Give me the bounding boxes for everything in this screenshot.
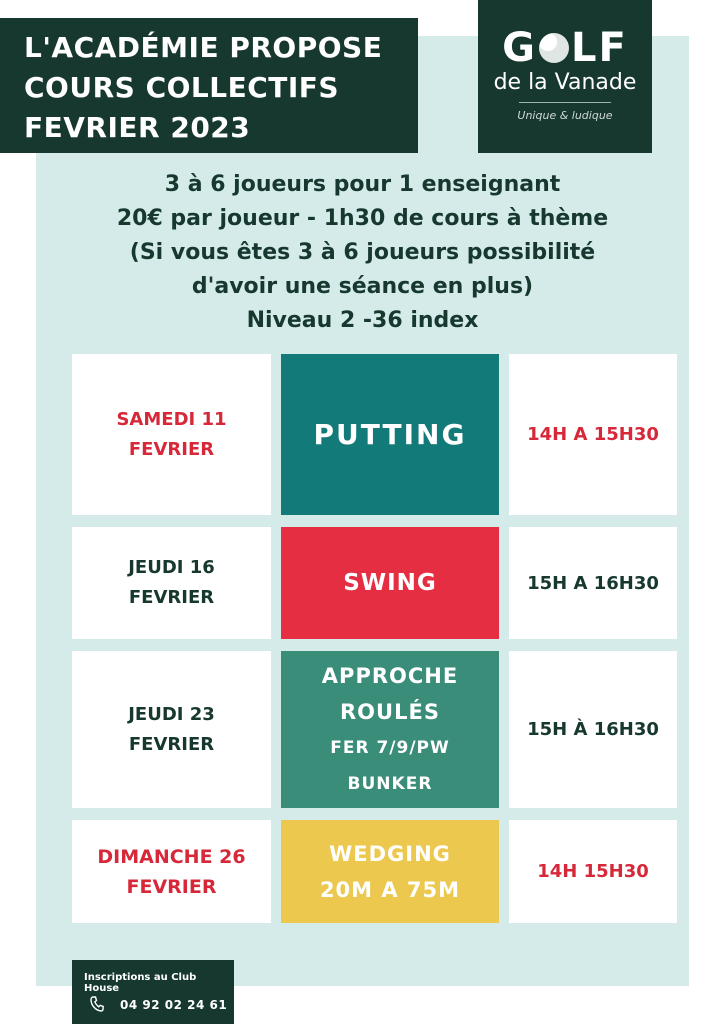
session-date xyxy=(72,354,271,515)
date-line: FEVRIER xyxy=(128,587,215,608)
footer-contact xyxy=(72,960,234,1024)
date-line: JEUDI 23 xyxy=(128,703,215,725)
info-block xyxy=(36,168,689,338)
title-line: L'ACADÉMIE PROPOSE xyxy=(24,31,383,64)
info-line: 3 à 6 joueurs pour 1 enseignant xyxy=(164,172,561,197)
info-line: Niveau 2 -36 index xyxy=(246,308,479,333)
title-line: FEVRIER 2023 xyxy=(24,111,251,144)
session-time xyxy=(509,820,677,923)
subject-line: FER 7/9/PW xyxy=(330,737,450,758)
session-time xyxy=(509,527,677,639)
time-label: 15H A 16H30 xyxy=(527,572,659,594)
session-subject xyxy=(281,354,499,515)
subject-line: BUNKER xyxy=(347,773,433,794)
session-subject xyxy=(281,527,499,639)
logo-wordmark xyxy=(478,26,652,70)
title-line: COURS COLLECTIFS xyxy=(24,71,340,104)
date-line: FEVRIER xyxy=(128,438,215,460)
subject-line: ROULÉS xyxy=(340,699,440,724)
subject-line: PUTTING xyxy=(313,417,467,451)
subject-line: 20M A 75M xyxy=(319,877,461,902)
date-line: DIMANCHE 26 xyxy=(97,845,246,868)
phone-icon xyxy=(90,996,104,1012)
time-label: 15H À 16H30 xyxy=(527,719,659,740)
golf-ball-icon xyxy=(539,33,569,63)
registration-label: Inscriptions au Club House xyxy=(84,972,197,994)
session-date xyxy=(72,651,271,808)
subject-line: SWING xyxy=(343,570,437,596)
session-subject xyxy=(281,820,499,923)
info-line: (Si vous êtes 3 à 6 joueurs possibilité xyxy=(129,240,596,265)
date-line: SAMEDI 11 xyxy=(116,408,227,430)
title-box xyxy=(0,18,418,153)
session-time xyxy=(509,651,677,808)
logo-tagline: Unique & ludique xyxy=(517,109,613,122)
time-label: 14H 15H30 xyxy=(537,861,649,882)
logo-subtitle: de la Vanade xyxy=(493,70,637,95)
date-line: JEUDI 16 xyxy=(128,557,215,578)
subject-line: WEDGING xyxy=(329,841,451,866)
date-line: FEVRIER xyxy=(128,733,215,755)
golf-logo xyxy=(478,0,652,153)
info-line: 20€ par joueur - 1h30 de cours à thème xyxy=(116,206,609,231)
session-subject xyxy=(281,651,499,808)
session-date xyxy=(72,527,271,639)
logo-divider xyxy=(519,102,611,103)
logo-golf-g: G xyxy=(502,25,538,71)
session-date xyxy=(72,820,271,923)
session-time xyxy=(509,354,677,515)
time-label: 14H A 15H30 xyxy=(527,424,659,445)
date-line: FEVRIER xyxy=(126,875,217,898)
logo-golf-lf: LF xyxy=(571,25,628,71)
info-line: d'avoir une séance en plus) xyxy=(191,274,534,299)
phone-number: 04 92 02 24 61 xyxy=(120,998,228,1012)
subject-line: APPROCHE xyxy=(321,663,459,688)
